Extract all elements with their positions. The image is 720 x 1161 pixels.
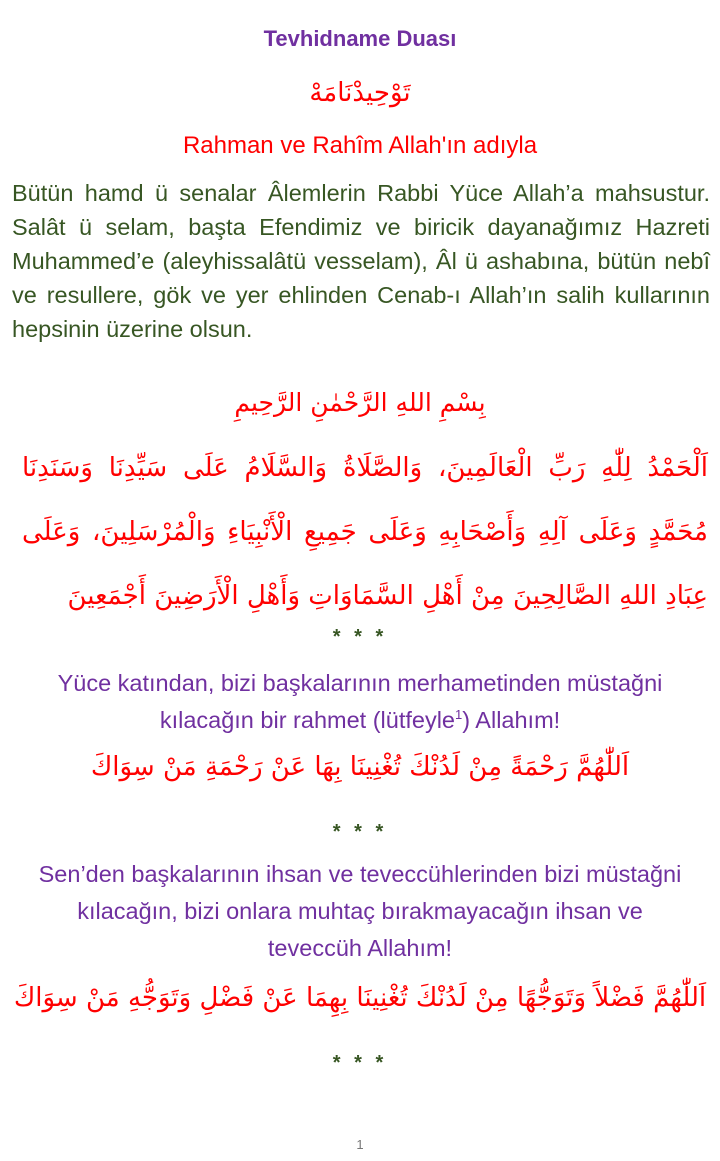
basmala-translation: Rahman ve Rahîm Allah'ın adıyla xyxy=(182,132,538,159)
dua-1-arabic: اَللّٰهُمَّ رَحْمَةً مِنْ لَدُنْكَ تُغْنِينَا بِهَا عَنْ رَحْمَةِ مَنْ سِوَاكَ xyxy=(90,752,630,782)
footnote-marker[interactable]: 1 xyxy=(455,707,463,723)
intro-paragraph: Bütün hamd ü senalar Âlemlerin Rabbi Yüce Allah’a mahsustur. Salât ü selam, başta Efendimiz ve biricik dayanağımız Hazreti Muhammed’e (aleyhissalâtü vesselam), Âl ü ashabına, bütün nebî ve resullere, gök ve yer ehlinden Cenab-ı Allah’ın salih kullarının hepsinin üzerine olsun. xyxy=(12,180,710,342)
separator-2: * * * xyxy=(332,821,388,843)
arabic-praise-paragraph: اَلْحَمْدُ لِلّٰهِ رَبِّ الْعَالَمِينَ، وَالصَّلَاةُ وَالسَّلَامُ عَلَى سَيِّدِنَا وَسَنَدِنَا مُحَمَّدٍ وَعَلَى آلِهِ وَأَصْحَابِهِ وَعَلَى جَمِيعِ الْأَنْبِيَاءِ وَالْمُرْسَلِينَ، وَعَلَى عِبَادِ اللهِ الصَّالِحِينَ مِنْ أَهْلِ السَّمَاوَاتِ وَأَهْلِ الْأَرَضِينَ أَجْمَعِينَ xyxy=(22,453,708,611)
arabic-title: تَوْحِيدْنَامَهْ xyxy=(309,78,411,108)
dua-2-arabic: اَللّٰهُمَّ فَضْلاً وَتَوَجُّهًا مِنْ لَدُنْكَ تُغْنِينَا بِهِمَا عَنْ فَضْلِ وَتَوَجُّهِ مَنْ سِوَاكَ xyxy=(13,983,707,1013)
dua-1-translation xyxy=(0,665,720,739)
dua-2-line-1: Sen’den başkalarının ihsan ve teveccühlerinden bizi müstağni xyxy=(38,861,682,887)
page-title: Tevhidname Duası xyxy=(263,26,457,51)
dua-1-line-2-text: kılacağın bir rahmet (lütfeyle xyxy=(159,707,455,733)
page-number: 1 xyxy=(356,1137,364,1152)
dua-2-line-3: teveccüh Allahım! xyxy=(267,935,453,961)
dua-1-line-2-end: ) Allahım! xyxy=(462,707,561,733)
dua-2-translation xyxy=(0,856,720,967)
separator-1: * * * xyxy=(332,626,388,648)
arabic-basmala: بِسْمِ اللهِ الرَّحْمٰنِ الرَّحِيمِ xyxy=(234,388,486,417)
dua-2-line-2: kılacağın, bizi onlara muhtaç bırakmayacağın ihsan ve xyxy=(77,898,643,924)
dua-1-line-1: Yüce katından, bizi başkalarının merhametinden müstağni xyxy=(57,670,663,696)
separator-3: * * * xyxy=(332,1052,388,1074)
dua-1-line-2 xyxy=(0,702,720,739)
